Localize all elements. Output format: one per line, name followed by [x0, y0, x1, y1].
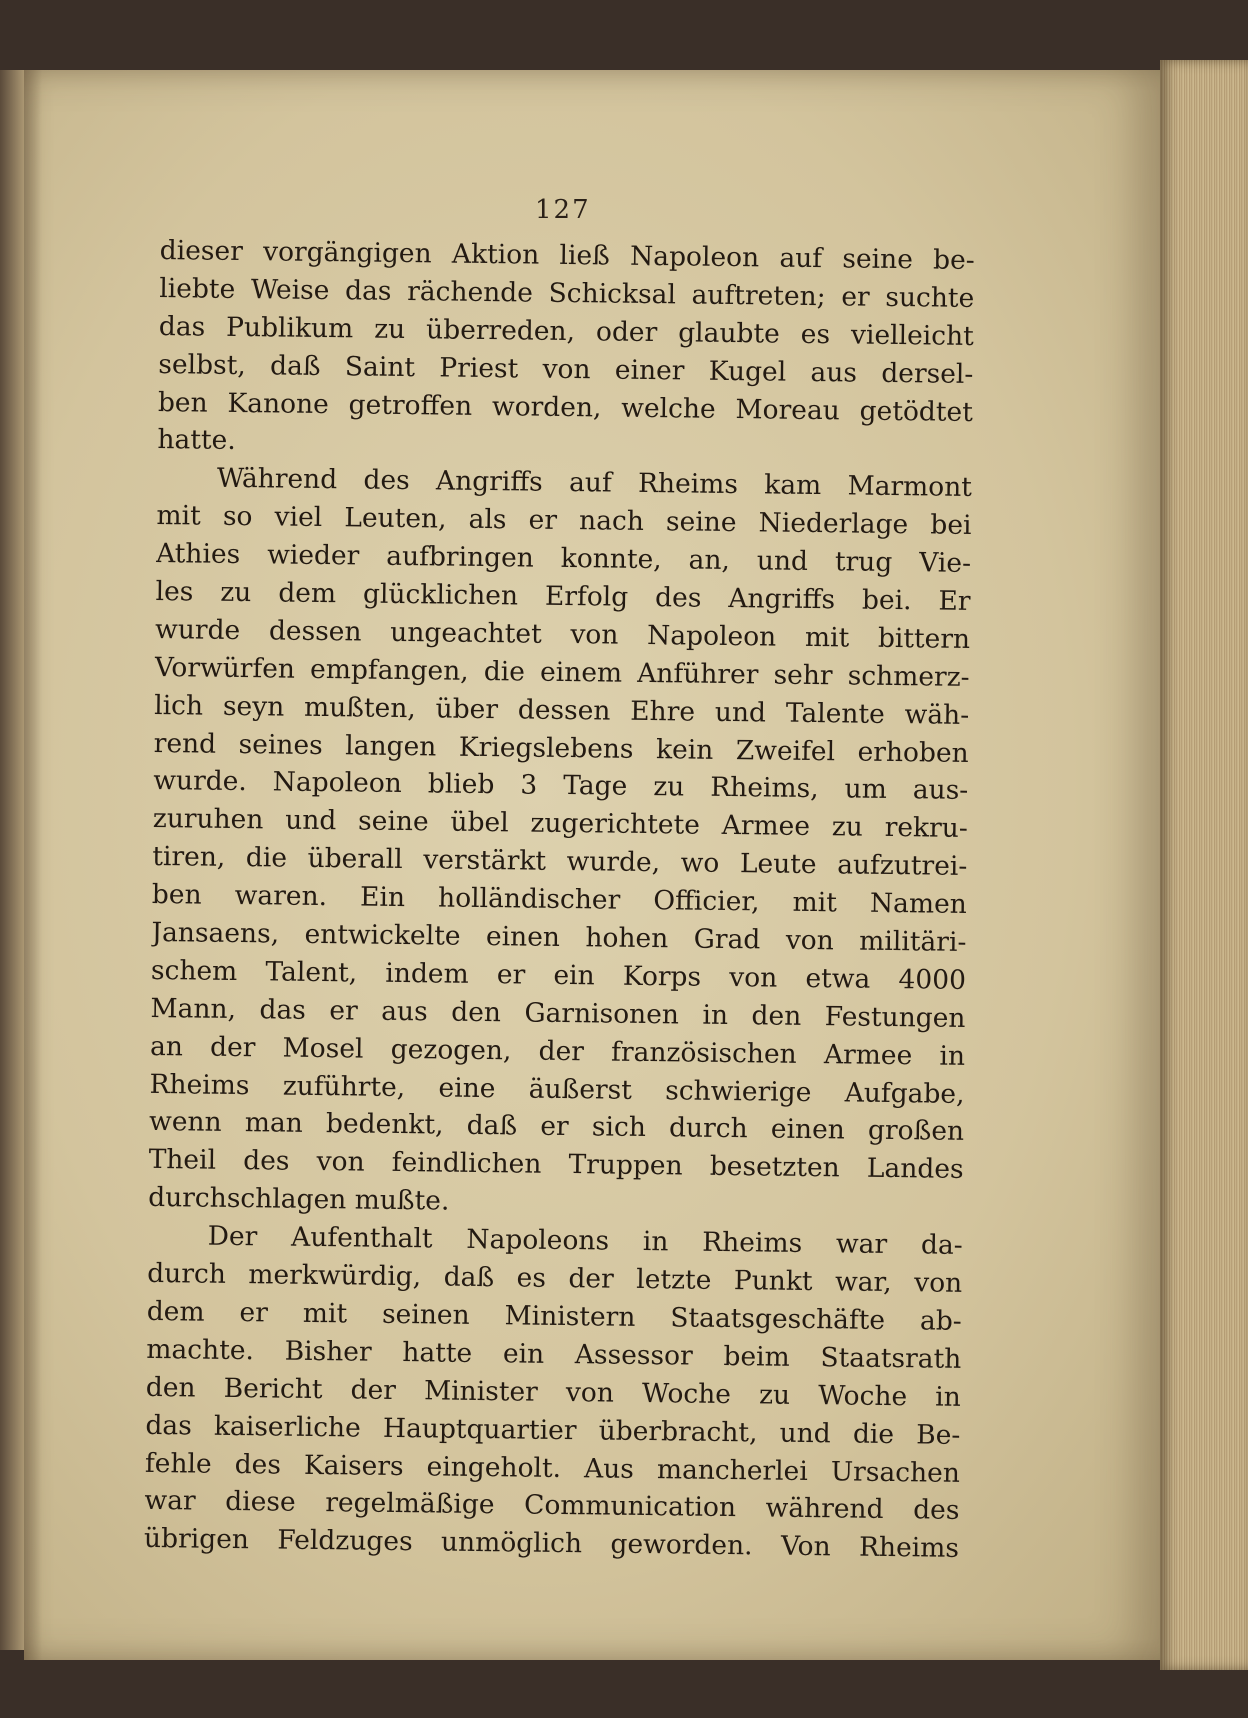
page-number: 127	[535, 195, 591, 225]
text-line: ben Kanone getroffen worden, welche Moreau getödtet	[157, 386, 974, 428]
text-line: an der Mosel gezogen, der französischen Armee in	[149, 1030, 966, 1072]
text-line: wenn man bedenkt, daß er sich durch einen großen	[148, 1106, 965, 1148]
text-line: tiren, die überall verstärkt wurde, wo Leute aufzutrei-	[152, 841, 968, 883]
text-line: mit so viel Leuten, als er nach seine Niederlage bei	[156, 500, 972, 542]
text-line: Während des Angriffs auf Rheims kam Marmont	[216, 463, 973, 504]
text-line: schem Talent, indem er ein Korps von etwa 4000	[150, 954, 967, 996]
text-line: Der Aufenthalt Napoleons in Rheims war da-	[207, 1220, 963, 1262]
text-line: Jansaens, entwickelte einen hohen Grad von militäri-	[151, 916, 967, 958]
text-line: dieser vorgängigen Aktion ließ Napoleon auf seine be-	[159, 234, 975, 276]
text-line: durchschlagen mußte.	[148, 1182, 450, 1217]
text-line: ben waren. Ein holländischer Officier, mit Namen	[151, 879, 968, 921]
text-line: selbst, daß Saint Priest von einer Kugel aus dersel-	[158, 348, 974, 390]
text-line: den Bericht der Minister von Woche zu Woche in	[145, 1371, 962, 1413]
text-line: les zu dem glücklichen Erfolg des Angriffs bei. Er	[155, 575, 971, 617]
page-gutter-shadow	[24, 70, 42, 1660]
text-line: das kaiserliche Hauptquartier überbracht, und die Be-	[145, 1409, 961, 1451]
text-line: lich seyn mußten, über dessen Ehre und Talente wäh-	[154, 689, 970, 731]
text-line: Theil des von feindlichen Truppen besetzten Landes	[148, 1144, 964, 1186]
text-line: Athies wieder aufbringen konnte, an, und trug Vie-	[155, 538, 972, 580]
text-line: Mann, das er aus den Garnisonen in den Festungen	[150, 992, 966, 1034]
text-line: durch merkwürdig, daß es der letzte Punkt war, von	[147, 1257, 963, 1299]
text-line: wurde. Napoleon blieb 3 Tage zu Rheims, um aus-	[153, 765, 969, 807]
text-line: rend seines langen Kriegslebens kein Zweifel erhoben	[153, 727, 969, 769]
body-text	[144, 232, 975, 1568]
text-line: Vorwürfen empfangen, die einem Anführer sehr schmerz-	[154, 651, 970, 693]
text-line: Rheims zuführte, eine äußerst schwierige Aufgabe,	[149, 1068, 965, 1110]
page-edges-stack	[1160, 60, 1248, 1670]
text-line: machte. Bisher hatte ein Assessor beim Staatsrath	[146, 1333, 962, 1375]
text-line: wurde dessen ungeachtet von Napoleon mit bittern	[154, 613, 971, 655]
text-line: zuruhen und seine übel zugerichtete Armee zu rekru-	[152, 803, 968, 845]
text-line: das Publikum zu überreden, oder glaubte es vielleicht	[158, 310, 974, 352]
text-line: war diese regelmäßige Communication während des	[144, 1485, 960, 1527]
text-line: fehle des Kaisers eingeholt. Aus mancherlei Ursachen	[144, 1447, 961, 1489]
text-line: übrigen Feldzuges unmöglich geworden. Von Rheims	[143, 1523, 960, 1565]
text-line: hatte.	[157, 424, 236, 457]
text-line: dem er mit seinen Ministern Staatsgeschäfte ab-	[146, 1295, 962, 1337]
text-line: liebte Weise das rächende Schicksal auftreten; er suchte	[159, 272, 975, 314]
